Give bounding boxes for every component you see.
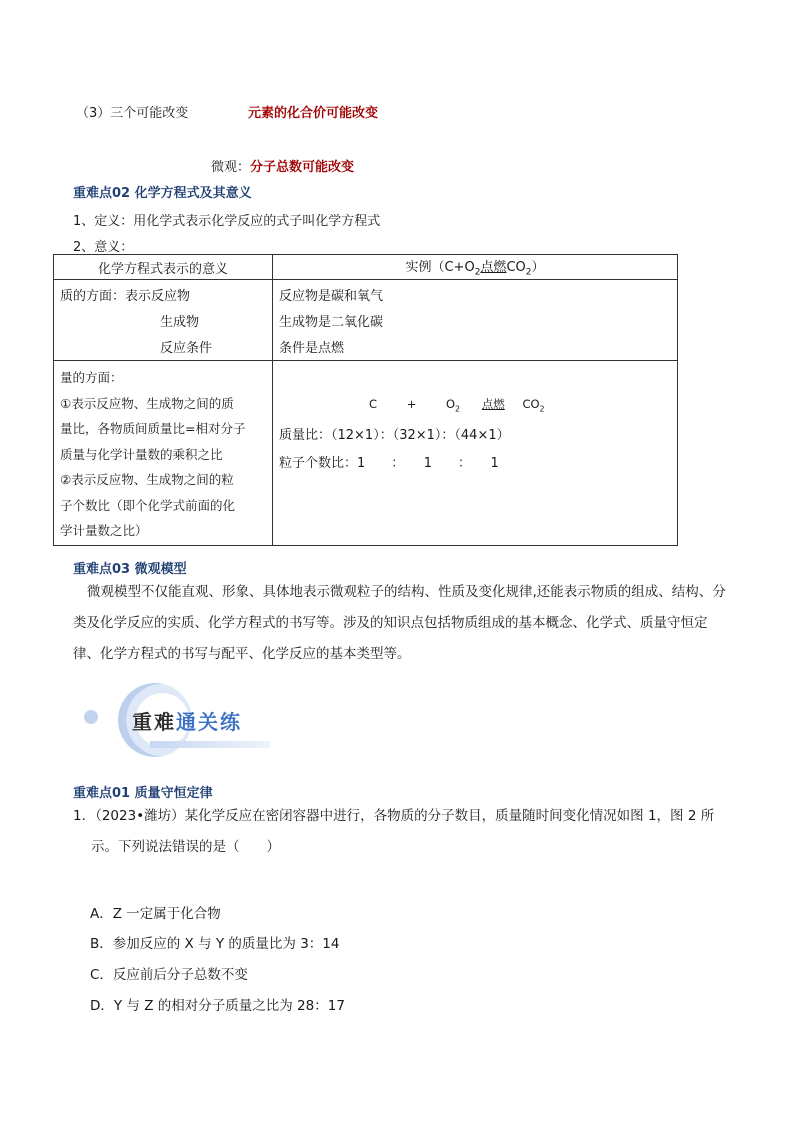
quality-left-3: 反应条件 [160,341,213,356]
equation-ignite: 点燃 [481,397,505,411]
quality-left-1: 质的方面：表示反应物 [60,289,191,304]
equation-meaning-table [53,254,678,546]
question-1 [73,801,733,863]
micro-label: 微观： [211,160,251,175]
quantity-left-3: 量比，各物质间质量比=相对分子 [60,421,246,436]
change-label: （3）三个可能改变 [76,106,189,121]
ignite-condition: 点燃 [480,260,507,276]
table-header-meaning: 化学方程式表示的意义 [54,255,273,280]
definition-line: 1、定义：用化学式表示化学反应的式子叫化学方程式 [73,214,381,229]
quantity-left-5: ②表示反应物、生成物之间的粒 [60,472,234,487]
valence-change-text: 元素的化合价可能改变 [248,106,379,121]
equation-line: $C + O_2$ 点燃 $CO_2$ [369,397,545,414]
meaning-line: 2、意义： [73,240,134,255]
table-row-quality [54,280,678,361]
practice-heading-01: 重难点01 质量守恒定律 [73,786,213,801]
quantity-left-7: 学计量数之比） [60,523,148,538]
molecule-count-text: 分子总数可能改变 [250,160,355,175]
particle-ratio-line: 粒子个数比：1 ： 1 ： 1 [279,456,499,472]
option-b[interactable]: B．参加反应的 X 与 Y 的质量比为 3：14 [90,936,340,952]
quantity-left-1: 量的方面： [60,370,123,385]
option-a[interactable]: A．Z 一定属于化合物 [90,906,221,922]
quality-right-2: 生成物是二氧化碳 [279,315,384,330]
micro-line [211,156,354,175]
quality-right-3: 条件是点燃 [279,341,345,356]
quantity-left-2: ①表示反应物、生成物之间的质 [60,395,234,411]
table-header-example: 实例（$C+O_2$点燃$CO_2$） [273,255,678,280]
section-heading-03: 重难点03 微观模型 [73,562,187,577]
quality-right-1: 反应物是碳和氧气 [279,289,384,304]
micro-model-paragraph: 微观模型不仅能直观、形象、具体地表示微观粒子的结构、性质及变化规律,还能表示物质的组成、结构、分类及化学反应的实质、化学方程式的书写等。涉及的知识点包括物质组成的基本概念、化学式、质量守恒定律、化学方程式的书写与配平、化学反应的基本类型等。 [73,584,726,662]
section-heading-02: 重难点02 化学方程式及其意义 [73,186,252,201]
banner-bar-decoration [150,741,270,748]
question-1-text: 1．（2023•潍坊）某化学反应在密闭容器中进行，各物质的分子数目，质量随时间变化情况如图 1，图 2 所示。下列说法错误的是（ ） [73,808,715,855]
mass-ratio-line: 质量比：（12×1）：（32×1）：（44×1） [279,428,510,444]
option-d[interactable]: D．Y 与 Z 的相对分子质量之比为 28：17 [90,998,345,1014]
quantity-left-4: 质量与化学计量数的乘积之比 [60,446,223,462]
table-row-quantity [54,361,678,546]
option-c[interactable]: C．反应前后分子总数不变 [90,967,248,983]
practice-banner-title: 重难通关练 [132,710,242,734]
quantity-left-6: 子个数比（即个化学式前面的化 [60,497,236,513]
quality-left-2: 生成物 [160,315,200,330]
banner-dot-decoration [84,710,98,724]
table-header-row [54,255,678,280]
